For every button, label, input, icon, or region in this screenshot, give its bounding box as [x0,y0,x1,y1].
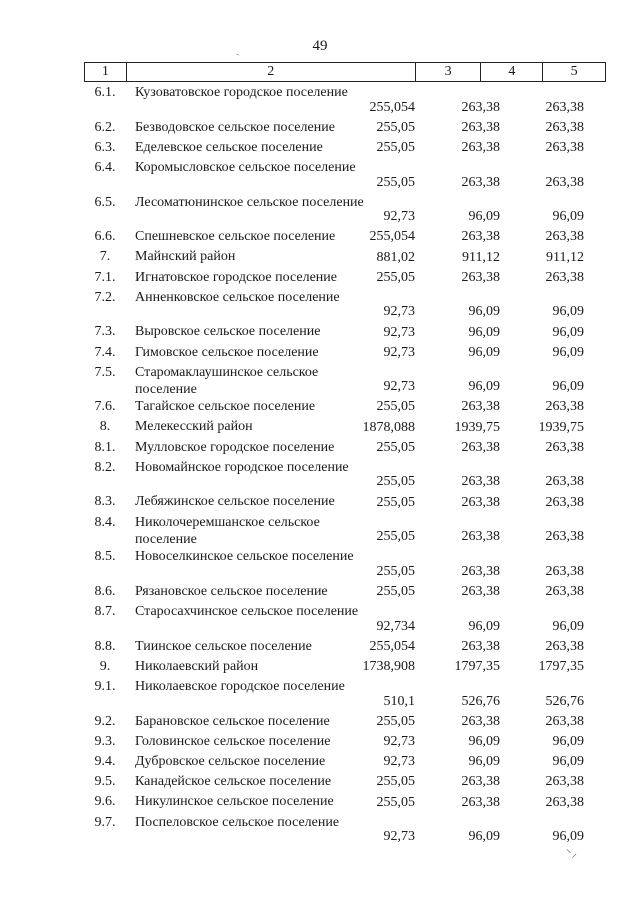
row-value-col3: 255,054 [369,638,415,654]
row-value-col5: 1939,75 [538,419,584,435]
table-body [84,83,624,847]
table-row [84,458,624,493]
row-value-col4: 96,09 [468,754,500,770]
table-row [84,268,624,288]
row-number: 8.8. [94,638,116,654]
row-name: Игнатовское городское поселение [135,269,337,285]
row-name: Новоселкинское сельское поселение [135,549,354,565]
row-number: 9.1. [94,678,116,694]
row-value-col3: 1738,908 [362,658,415,674]
row-number: 8.4. [94,514,116,530]
row-name: Тагайское сельское поселение [135,399,316,415]
row-name: Гимовское сельское поселение [135,344,319,360]
row-value-col3: 255,05 [376,474,415,490]
row-value-col3: 255,05 [376,139,415,155]
row-value-col4: 96,09 [468,304,500,320]
row-value-col4: 263,38 [461,529,500,545]
row-value-col3: 255,05 [376,529,415,545]
row-value-col3: 255,05 [376,794,415,810]
table-row [84,772,624,792]
row-number: 8.6. [94,583,116,599]
row-number: 9.7. [94,814,116,830]
table-row [84,193,624,228]
scan-mark: ˎ [236,44,240,56]
row-value-col5: 263,38 [545,174,584,190]
table-row [84,492,624,512]
row-name: Лесоматюнинское сельское поселение [135,194,364,210]
row-number: 9.6. [94,794,116,810]
row-name: Мулловское городское поселение [135,439,335,455]
row-value-col4: 263,38 [461,474,500,490]
row-value-col5: 96,09 [552,209,584,225]
table-row [84,397,624,417]
row-value-col4: 263,38 [461,399,500,415]
row-number: 9.4. [94,753,116,769]
table-row [84,343,624,363]
row-value-col5: 263,38 [545,584,584,599]
table-row [84,118,624,138]
table-row [84,83,624,118]
table-row [84,363,624,398]
table-row [84,288,624,323]
column-header-5: 5 [570,64,578,79]
row-name: Старомаклаушинское сельское поселение [135,364,319,397]
row-value-col4: 263,38 [461,794,500,810]
row-value-col5: 96,09 [552,304,584,320]
row-value-col5: 263,38 [545,139,584,155]
row-value-col5: 96,09 [552,324,584,340]
column-header-2: 2 [127,63,416,81]
table-row [84,602,624,637]
row-value-col4: 263,38 [461,174,500,190]
row-number: 6.3. [94,139,116,155]
row-number: 6.1. [94,85,116,100]
row-name: Мелекесский район [135,419,253,435]
row-name: Еделевское сельское поселение [135,139,323,155]
row-name: Рязановское сельское поселение [135,583,328,599]
row-value-col5: 263,38 [545,99,584,115]
row-name: Головинское сельское поселение [135,733,331,749]
row-value-col4: 526,76 [461,693,500,709]
row-value-col4: 263,38 [461,439,500,455]
table-row [84,322,624,342]
row-value-col3: 255,05 [376,439,415,455]
row-value-col4: 96,09 [468,618,500,634]
row-number: 7.3. [94,324,116,340]
row-value-col4: 911,12 [462,249,500,265]
table-row [84,158,624,193]
row-value-col3: 92,73 [383,754,415,770]
row-name: Барановское сельское поселение [135,713,330,729]
row-number: 9.2. [94,713,116,729]
row-name: Никулинское сельское поселение [135,794,334,810]
row-value-col5: 263,38 [545,563,584,579]
row-name: Канадейское сельское поселение [135,774,332,790]
row-value-col4: 263,38 [461,713,500,729]
row-name: Дубровское сельское поселение [135,753,326,769]
row-value-col5: 263,38 [545,399,584,415]
row-value-col3: 255,054 [369,229,415,245]
column-header-1: 1 [85,63,127,81]
row-value-col3: 255,05 [376,563,415,579]
row-number: 9.5. [94,774,116,790]
row-value-col4: 263,38 [461,269,500,285]
row-value-col3: 255,05 [376,774,415,790]
row-number: 6.5. [94,194,116,210]
table-row [84,227,624,247]
row-value-col4: 96,09 [468,829,500,845]
row-value-col4: 263,38 [461,774,500,790]
row-value-col5: 96,09 [552,829,584,845]
table-row [84,547,624,582]
row-value-col3: 92,73 [383,304,415,320]
row-name: Поспеловское сельское поселение [135,814,340,830]
row-value-col4: 1797,35 [454,658,500,674]
table-row [84,247,624,267]
row-number: 7. [99,249,111,265]
row-value-col5: 263,38 [545,119,584,135]
table-row [84,732,624,752]
row-value-col3: 92,734 [376,618,415,634]
row-value-col4: 263,38 [461,584,500,599]
row-name: Новомайнское городское поселение [135,459,349,475]
page-number: 49 [312,38,328,54]
row-value-col3: 255,054 [369,99,415,115]
table-row [84,438,624,458]
row-value-col5: 1797,35 [538,658,584,674]
row-value-col5: 263,38 [545,713,584,729]
row-name: Анненковское сельское поселение [135,289,340,305]
table-row [84,138,624,158]
row-value-col3: 1878,088 [362,419,415,435]
row-number: 7.2. [94,289,116,305]
table-row [84,712,624,732]
row-name: Старосахчинское сельское поселение [135,604,359,619]
row-value-col4: 263,38 [461,494,500,510]
row-value-col4: 263,38 [461,139,500,155]
scan-mark: ⸌⸝ [566,848,577,860]
row-value-col4: 96,09 [468,733,500,749]
row-name: Майнский район [135,249,236,265]
table-row [84,582,624,602]
row-number: 8.2. [94,459,116,475]
row-number: 6.2. [94,119,116,135]
row-value-col3: 92,73 [383,324,415,340]
row-value-col5: 96,09 [552,379,584,395]
row-value-col3: 255,05 [376,119,415,135]
row-value-col5: 96,09 [552,618,584,634]
table-row [84,513,624,548]
row-name: Кузоватовское городское поселение [135,85,348,100]
row-name: Спешневское сельское поселение [135,229,336,245]
row-value-col3: 255,05 [376,494,415,510]
row-value-col4: 263,38 [461,638,500,654]
table-row [84,637,624,657]
row-number: 8.3. [94,494,116,510]
table-row [84,752,624,772]
row-value-col3: 255,05 [376,399,415,415]
row-value-col3: 92,73 [383,829,415,845]
row-value-col4: 263,38 [461,99,500,115]
table-row [84,417,624,437]
row-value-col5: 263,38 [545,494,584,510]
row-value-col3: 92,73 [383,209,415,225]
row-number: 8.7. [94,604,116,619]
row-number: 6.6. [94,229,116,245]
row-value-col3: 255,05 [376,269,415,285]
row-value-col3: 92,73 [383,379,415,395]
row-value-col5: 96,09 [552,344,584,360]
row-name: Лебяжинское сельское поселение [135,494,335,510]
table-row [84,813,624,848]
row-value-col3: 255,05 [376,713,415,729]
row-value-col4: 96,09 [468,209,500,225]
row-value-col3: 92,73 [383,733,415,749]
row-value-col5: 96,09 [552,733,584,749]
row-name: Коромысловское сельское поселение [135,159,356,175]
row-name: Тиинское сельское поселение [135,638,312,654]
row-number: 7.6. [94,399,116,415]
row-name: Безводовское сельское поселение [135,119,335,135]
table-row [84,792,624,812]
row-value-col3: 255,05 [376,174,415,190]
row-number: 9.3. [94,733,116,749]
row-value-col4: 1939,75 [454,419,500,435]
row-number: 7.5. [94,364,116,380]
row-number: 6.4. [94,159,116,175]
row-value-col4: 263,38 [461,119,500,135]
row-value-col3: 510,1 [383,693,415,709]
row-value-col3: 255,05 [376,584,415,599]
row-name: Николаевское городское поселение [135,678,345,694]
row-number: 9. [99,658,111,674]
row-value-col5: 263,38 [545,474,584,490]
row-value-col5: 263,38 [545,229,584,245]
row-number: 7.4. [94,344,116,360]
row-value-col4: 263,38 [461,229,500,245]
row-value-col5: 263,38 [545,774,584,790]
column-header-4: 4 [481,63,543,81]
row-value-col5: 911,12 [546,249,584,265]
row-value-col3: 881,02 [376,249,415,265]
row-name: Николаевский район [135,658,259,674]
row-number: 8.1. [94,439,116,455]
row-name: Выровское сельское поселение [135,324,321,340]
row-value-col4: 263,38 [461,563,500,579]
row-value-col5: 526,76 [545,693,584,709]
row-value-col5: 263,38 [545,794,584,810]
row-value-col3: 92,73 [383,344,415,360]
table-row [84,677,624,712]
row-value-col5: 96,09 [552,754,584,770]
row-number: 8. [99,419,111,435]
row-value-col4: 96,09 [468,344,500,360]
row-name: Николочеремшанское сельское поселение [135,514,320,547]
table-header [84,62,606,82]
row-number: 7.1. [94,269,116,285]
row-value-col5: 263,38 [545,529,584,545]
table-row [84,657,624,677]
row-value-col5: 263,38 [545,638,584,654]
row-value-col4: 96,09 [468,379,500,395]
row-value-col4: 96,09 [468,324,500,340]
row-number: 8.5. [94,549,116,565]
column-header-3: 3 [416,63,482,81]
row-value-col5: 263,38 [545,439,584,455]
row-value-col5: 263,38 [545,269,584,285]
